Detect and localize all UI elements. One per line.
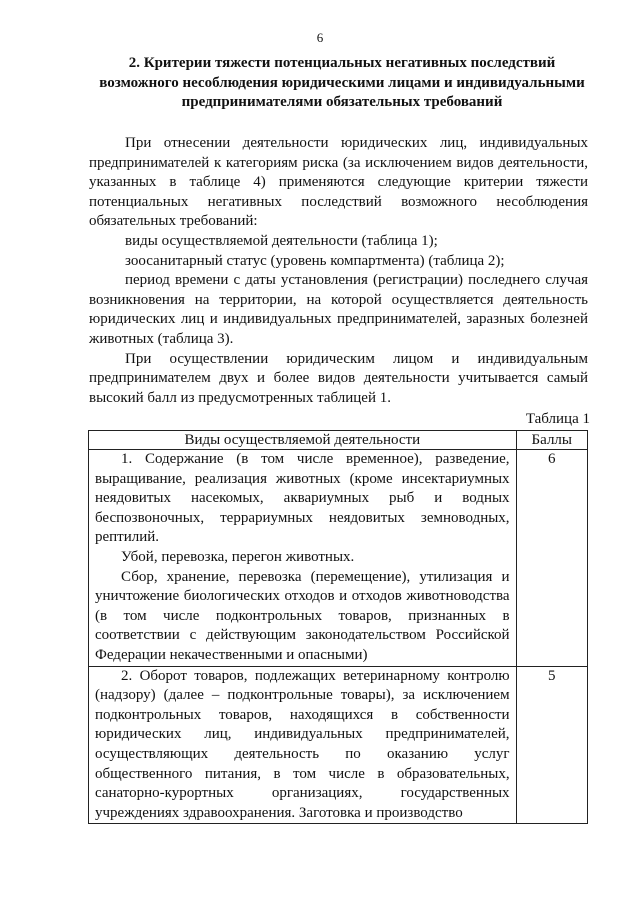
activity-cell [89,666,517,824]
intro-paragraph: виды осуществляемой деятельности (таблица 1); [125,232,438,249]
table-caption: Таблица 1 [525,411,590,427]
table-container [88,430,588,905]
activity-paragraph: 1. Содержание (в том числе временное), разведение, выращивание, реализация животных (кроме инсектариумных неядовитых насекомых, аквариумных рыб и водных беспозвоночных, террариумных неядовитых земноводных, рептилий. [95,451,510,546]
header-activity-kind: Виды осуществляемой деятельности [89,431,517,450]
table-row [89,450,588,667]
activity-cell [89,450,517,667]
score-cell: 6 [516,450,587,667]
activity-paragraph: 2. Оборот товаров, подлежащих ветеринарному контролю (надзору) (далее – подконтрольные товары), за исключением подконтрольных товаров, находящихся в собственности юридических лиц, индивидуальных предпринимателей, осуществляющих деятельность по оказанию услуг общественного питания, в том числе в образовательных, санаторно-курортных организациях, государственных учреждениях здравоохранения. Заготовка и производство [95,667,510,821]
intro-paragraph: При осуществлении юридическим лицом и индивидуальным предпринимателем двух и более видов деятельности учитывается самый высокий балл из предусмотренных таблицей 1. [89,350,588,406]
section-title: 2. Критерии тяжести потенциальных негативных последствий возможного несоблюдения юридическими лицами и индивидуальными предпринимателями обязательных требований [99,55,585,110]
table-header-row [89,431,588,450]
criteria-table [88,430,588,824]
intro-paragraph: зоосанитарный статус (уровень компартмента) (таблица 2); [125,252,505,269]
intro-text [89,134,588,408]
header-score: Баллы [516,431,587,450]
activity-paragraph: Сбор, хранение, перевозка (перемещение), утилизация и уничтожение биологических отходов и отходов животноводства (в том числе подконтрольных товаров, признанных в соответствии с действующим законодательством Российской Федерации некачественными и опасными) [95,568,510,663]
intro-paragraph: период времени с даты установления (регистрации) последнего случая возникновения на территории, на которой осуществляется деятельность юридических лиц и индивидуальных предпринимателей, заразных болезней животных (таблица 3). [89,272,588,347]
table-row [89,666,588,824]
activity-paragraph: Убой, перевозка, перегон животных. [121,548,355,565]
intro-paragraph: При отнесении деятельности юридических лиц, индивидуальных предпринимателей к категориям риска (за исключением видов деятельности, указанных в таблице 4) применяются следующие критерии тяжести потенциальных негативных последствий возможного несоблюдения обязательных требований: [89,135,588,230]
score-cell: 5 [516,666,587,824]
page-number: 6 [316,30,324,45]
